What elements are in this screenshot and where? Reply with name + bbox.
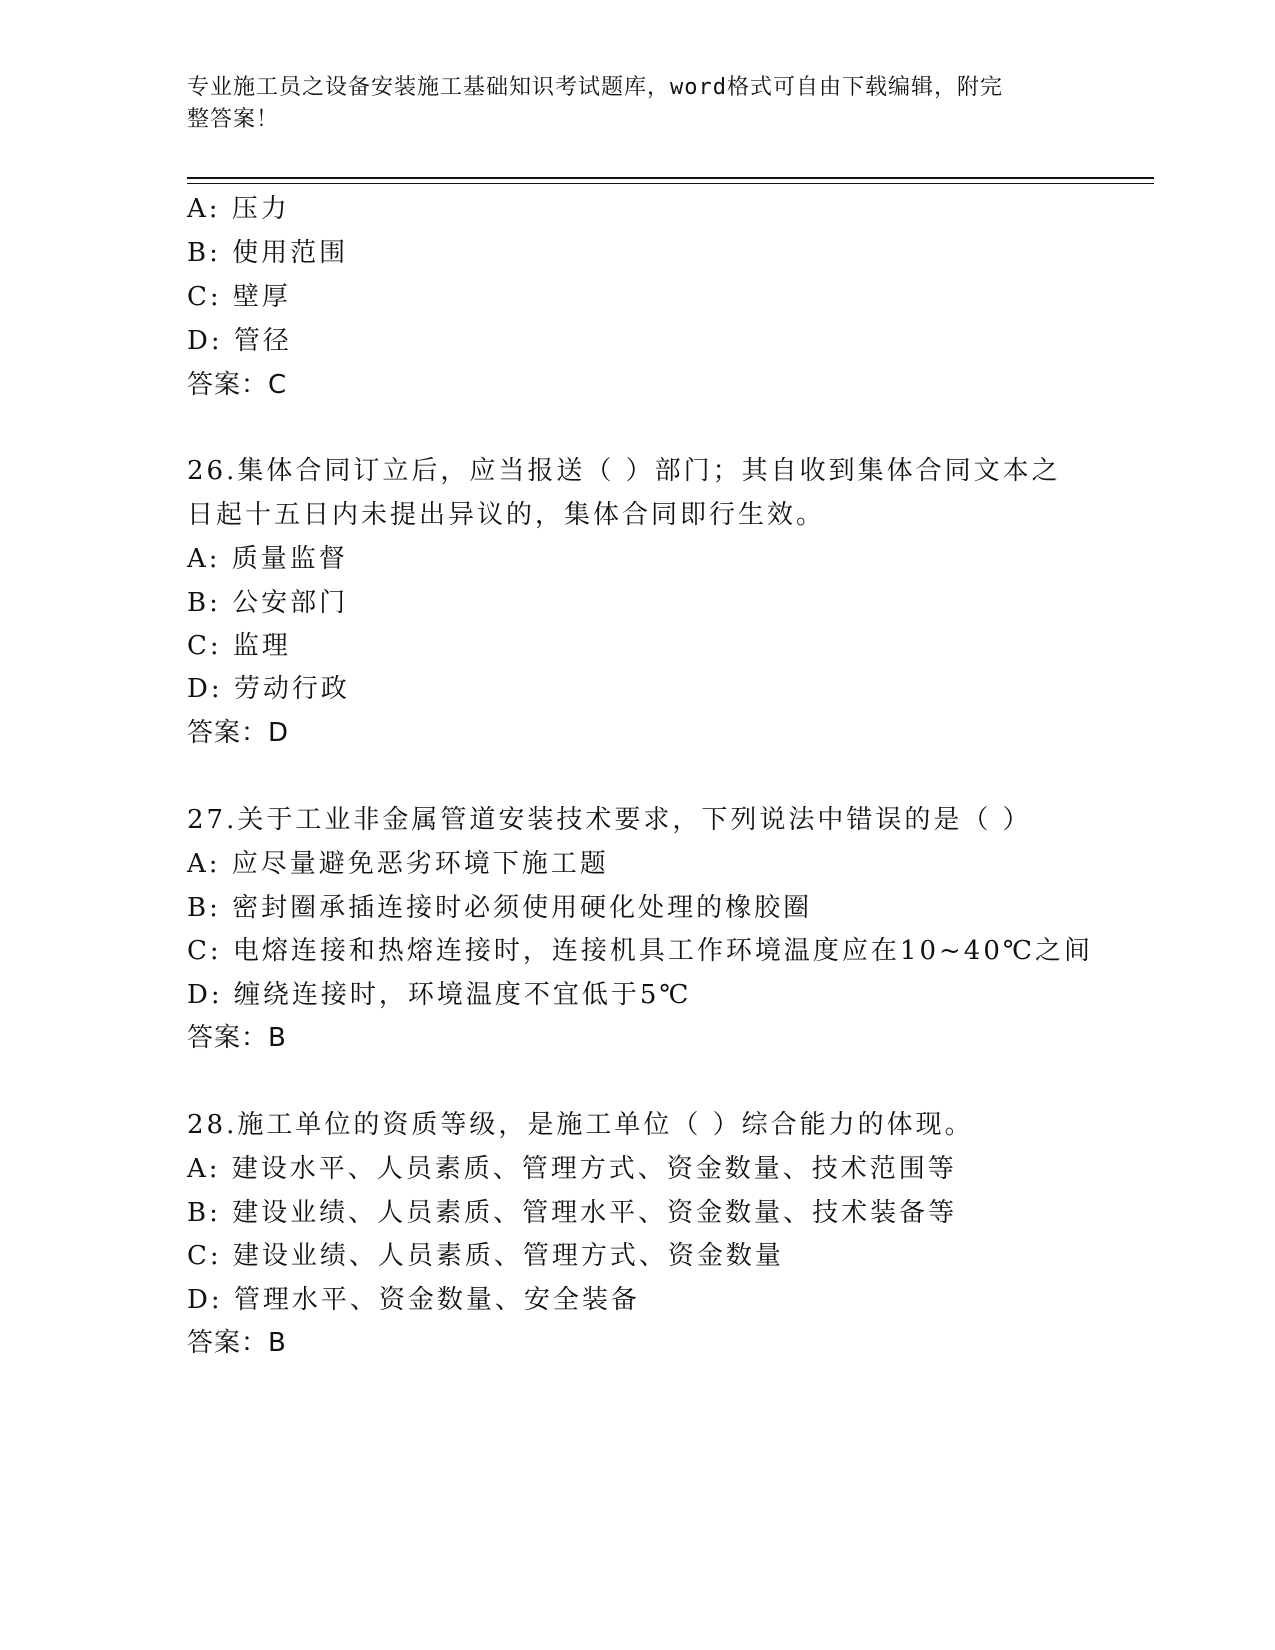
q25-option-d: D: 管径 [187,326,292,356]
header-line-2: 整答案！ [187,107,280,132]
q27-option-a: A: 应尽量避免恶劣环境下施工题 [187,849,609,879]
document-header [187,72,1067,136]
q28-stem-line-1: 28.施工单位的资质等级，是施工单位（ ）综合能力的体现。 [187,1110,974,1140]
q25-answer: 答案：C [187,370,288,400]
q26-option-d: D: 劳动行政 [187,674,350,704]
q27-option-b: B: 密封圈承插连接时必须使用硬化处理的橡胶圈 [187,893,813,923]
q25-option-b: B: 使用范围 [187,238,349,268]
q26-option-c: C: 监理 [187,631,291,661]
header-rule-thin [187,183,1154,184]
q26-stem-line-2: 日起十五日内未提出异议的，集体合同即行生效。 [187,500,826,530]
q27-option-d: D: 缠绕连接时，环境温度不宜低于5℃ [187,980,692,1010]
q26-answer: 答案：D [187,718,290,748]
q28-option-c: C: 建设业绩、人员素质、管理方式、资金数量 [187,1241,784,1271]
q28-answer: 答案：B [187,1328,287,1358]
q26-option-a: A: 质量监督 [187,544,348,574]
q28-option-a: A: 建设水平、人员素质、管理方式、资金数量、技术范围等 [187,1154,957,1184]
q26-option-b: B: 公安部门 [187,588,349,618]
q27-answer: 答案：B [187,1023,287,1053]
q28-option-d: D: 管理水平、资金数量、安全装备 [187,1285,640,1315]
header-rule-thick [187,177,1154,179]
q26-stem-line-1: 26.集体合同订立后，应当报送（ ）部门；其自收到集体合同文本之 [187,456,1061,486]
q28-option-b: B: 建设业绩、人员素质、管理水平、资金数量、技术装备等 [187,1198,958,1228]
q27-option-c: C: 电熔连接和热熔连接时，连接机具工作环境温度应在10~40℃之间 [187,936,1093,966]
q25-option-c: C: 壁厚 [187,282,291,312]
header-line-1: 专业施工员之设备安装施工基础知识考试题库，word格式可自由下载编辑，附完 [187,75,1003,100]
q25-option-a: A: 压力 [187,194,290,224]
q27-stem-line-1: 27.关于工业非金属管道安装技术要求，下列说法中错误的是（ ） [187,805,1032,835]
